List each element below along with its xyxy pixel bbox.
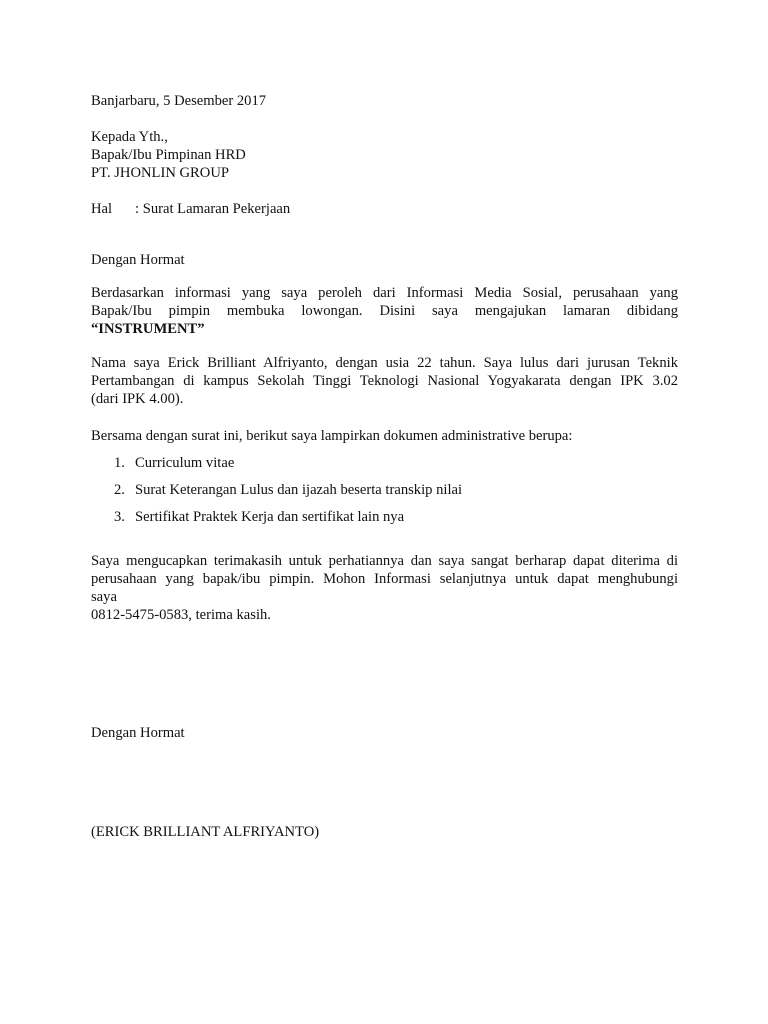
list-item-text: Curriculum vitae — [135, 455, 235, 471]
list-item-number: 2. — [114, 482, 125, 498]
subject-text: : Surat Lamaran Pekerjaan — [135, 201, 291, 217]
recipient-line-1: Kepada Yth., — [91, 129, 168, 145]
list-item-text: Surat Keterangan Lulus dan ijazah beserta transkip nilai — [135, 482, 463, 498]
place-date: Banjarbaru, 5 Desember 2017 — [91, 93, 267, 109]
paragraph-thanks-line-1: Saya mengucapkan terimakasih untuk perhatiannya dan saya sangat berharap dapat diterima di — [91, 553, 678, 569]
recipient-line-2: Bapak/Ibu Pimpinan HRD — [91, 147, 246, 163]
paragraph-vacancy-line-1: Berdasarkan informasi yang saya peroleh dari Informasi Media Sosial, perusahaan yang — [91, 285, 678, 301]
paragraph-thanks-line-2: perusahaan yang bapak/ibu pimpin. Mohon Informasi selanjutnya untuk dapat menghubungi — [91, 571, 678, 587]
paragraph-profile-line-2: Pertambangan di kampus Sekolah Tinggi Teknologi Nasional Yogyakarata dengan IPK 3.02 — [91, 373, 678, 389]
greeting: Dengan Hormat — [91, 252, 185, 268]
list-item-text: Sertifikat Praktek Kerja dan sertifikat lain nya — [135, 509, 405, 525]
paragraph-attachments-intro: Bersama dengan surat ini, berikut saya lampirkan dokumen administrative berupa: — [91, 428, 573, 444]
list-item-number: 3. — [114, 509, 125, 525]
recipient-line-3: PT. JHONLIN GROUP — [91, 165, 229, 181]
paragraph-vacancy-line-2: Bapak/Ibu pimpin membuka lowongan. Disini saya mengajukan lamaran dibidang — [91, 303, 678, 319]
position-applied: “INSTRUMENT” — [91, 321, 205, 337]
paragraph-thanks-line-3: saya — [91, 589, 117, 605]
contact-phone: 0812-5475-0583, terima kasih. — [91, 607, 271, 623]
signature-name: (ERICK BRILLIANT ALFRIYANTO) — [91, 824, 320, 840]
subject-label: Hal — [91, 201, 113, 217]
closing: Dengan Hormat — [91, 725, 185, 741]
paragraph-profile — [91, 354, 678, 408]
list-item-number: 1. — [114, 455, 125, 471]
paragraph-thanks — [91, 552, 678, 624]
subject-line — [91, 200, 290, 218]
paragraph-profile-line-3: (dari IPK 4.00). — [91, 391, 184, 407]
paragraph-profile-line-1: Nama saya Erick Brilliant Alfriyanto, dengan usia 22 tahun. Saya lulus dari jurusan Teknik — [91, 355, 678, 371]
paragraph-vacancy — [91, 284, 678, 338]
